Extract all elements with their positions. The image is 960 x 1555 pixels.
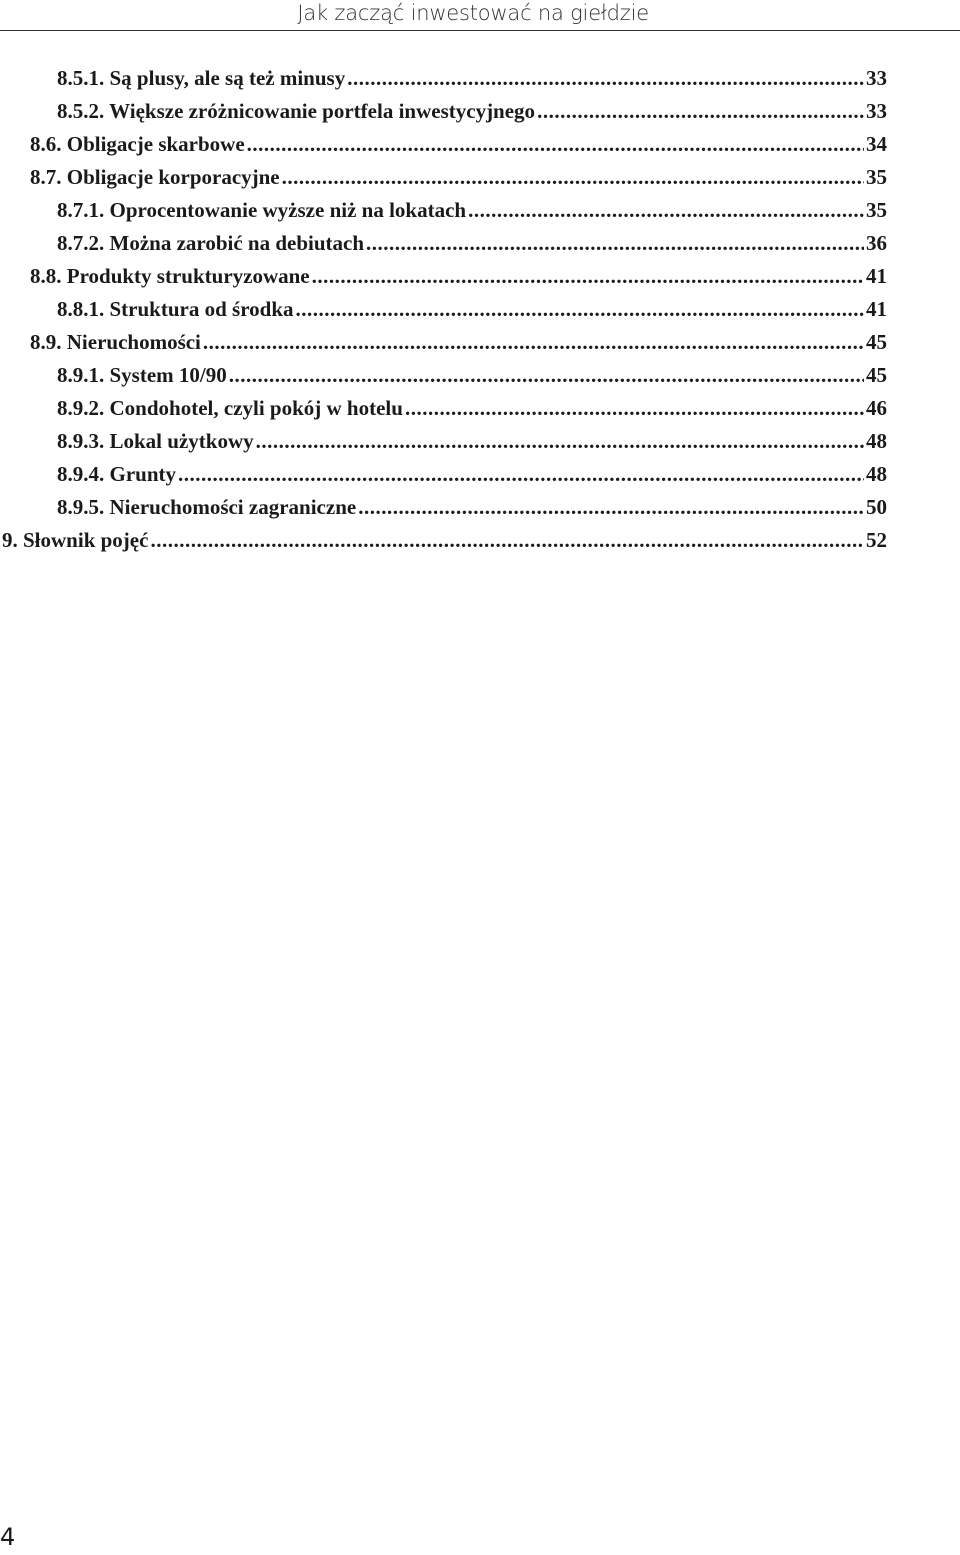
toc-entry-page: 46	[866, 396, 887, 420]
toc-entry-page: 45	[866, 330, 887, 354]
toc-entry-title: 8.9.2. Condohotel, czyli pokój w hotelu	[57, 396, 403, 420]
running-header-title: Jak zacząć inwestować na giełdzie	[297, 1, 649, 25]
toc-entry-title: 8.9. Nieruchomości	[30, 330, 201, 354]
toc-entry-page: 48	[866, 462, 887, 486]
dot-leader	[312, 264, 864, 289]
toc-entry-title: 8.9.4. Grunty	[57, 462, 177, 486]
toc-entry-page: 33	[866, 66, 887, 90]
toc-entry-title: 8.7.2. Można zarobić na debiutach	[57, 231, 365, 255]
toc-entry-title: 8.9.1. System 10/90	[57, 363, 227, 387]
toc-entry-title: 8.9.5. Nieruchomości zagraniczne	[57, 495, 357, 519]
dot-leader	[537, 99, 864, 124]
toc-entry-page: 35	[866, 198, 887, 222]
toc-entry-8-9[interactable]	[30, 330, 887, 362]
toc-entry-title: 8.9.3. Lokal użytkowy	[57, 429, 254, 453]
dot-leader	[296, 297, 865, 322]
toc-entry-8-6[interactable]	[30, 132, 887, 164]
toc-entry-8-9-1[interactable]	[57, 363, 887, 395]
dot-leader	[247, 132, 864, 157]
toc-entry-8-7[interactable]	[30, 165, 887, 197]
toc-entry-page: 33	[866, 99, 887, 123]
toc-entry-page: 34	[866, 132, 887, 156]
toc-entry-title: 8.5.2. Większe zróżnicowanie portfela inwestycyjnego	[57, 99, 536, 123]
dot-leader	[150, 528, 864, 553]
toc-entry-8-8[interactable]	[30, 264, 887, 296]
dot-leader	[178, 462, 864, 487]
dot-leader	[468, 198, 864, 223]
toc-entry-page: 35	[866, 165, 887, 189]
toc-entry-8-7-2[interactable]	[57, 231, 887, 263]
running-header	[0, 0, 960, 31]
toc-entry-title: 8.6. Obligacje skarbowe	[30, 132, 245, 156]
dot-leader	[282, 165, 864, 190]
toc-entry-title: 8.7. Obligacje korporacyjne	[30, 165, 280, 189]
toc-entry-9[interactable]	[2, 528, 887, 560]
toc-entry-8-9-2[interactable]	[57, 396, 887, 428]
toc-entry-page: 41	[866, 264, 887, 288]
dot-leader	[256, 429, 864, 454]
dot-leader	[405, 396, 864, 421]
toc-entry-8-7-1[interactable]	[57, 198, 887, 230]
toc-entry-title: 8.8. Produkty strukturyzowane	[30, 264, 310, 288]
toc-entry-page: 48	[866, 429, 887, 453]
toc-entry-8-8-1[interactable]	[57, 297, 887, 329]
toc-entry-title: 8.7.1. Oprocentowanie wyższe niż na lokatach	[57, 198, 467, 222]
toc-entry-page: 36	[866, 231, 887, 255]
toc-entry-title: 8.5.1. Są plusy, ale są też minusy	[57, 66, 346, 90]
toc-entry-8-9-3[interactable]	[57, 429, 887, 461]
toc-entry-8-9-4[interactable]	[57, 462, 887, 494]
toc-entry-8-5-1[interactable]	[57, 66, 887, 98]
dot-leader	[347, 66, 864, 91]
dot-leader	[366, 231, 864, 256]
toc-entry-8-5-2[interactable]	[57, 99, 887, 131]
toc-entry-8-9-5[interactable]	[57, 495, 887, 527]
toc-entry-page: 45	[866, 363, 887, 387]
toc-entry-page: 41	[866, 297, 887, 321]
toc-entry-page: 50	[866, 495, 887, 519]
toc-entry-title: 8.8.1. Struktura od środka	[57, 297, 294, 321]
page-number: 4	[0, 1523, 16, 1551]
dot-leader	[358, 495, 864, 520]
toc-entry-page: 52	[866, 528, 887, 552]
dot-leader	[229, 363, 864, 388]
toc-entry-title: 9. Słownik pojęć	[2, 528, 149, 552]
dot-leader	[203, 330, 864, 355]
